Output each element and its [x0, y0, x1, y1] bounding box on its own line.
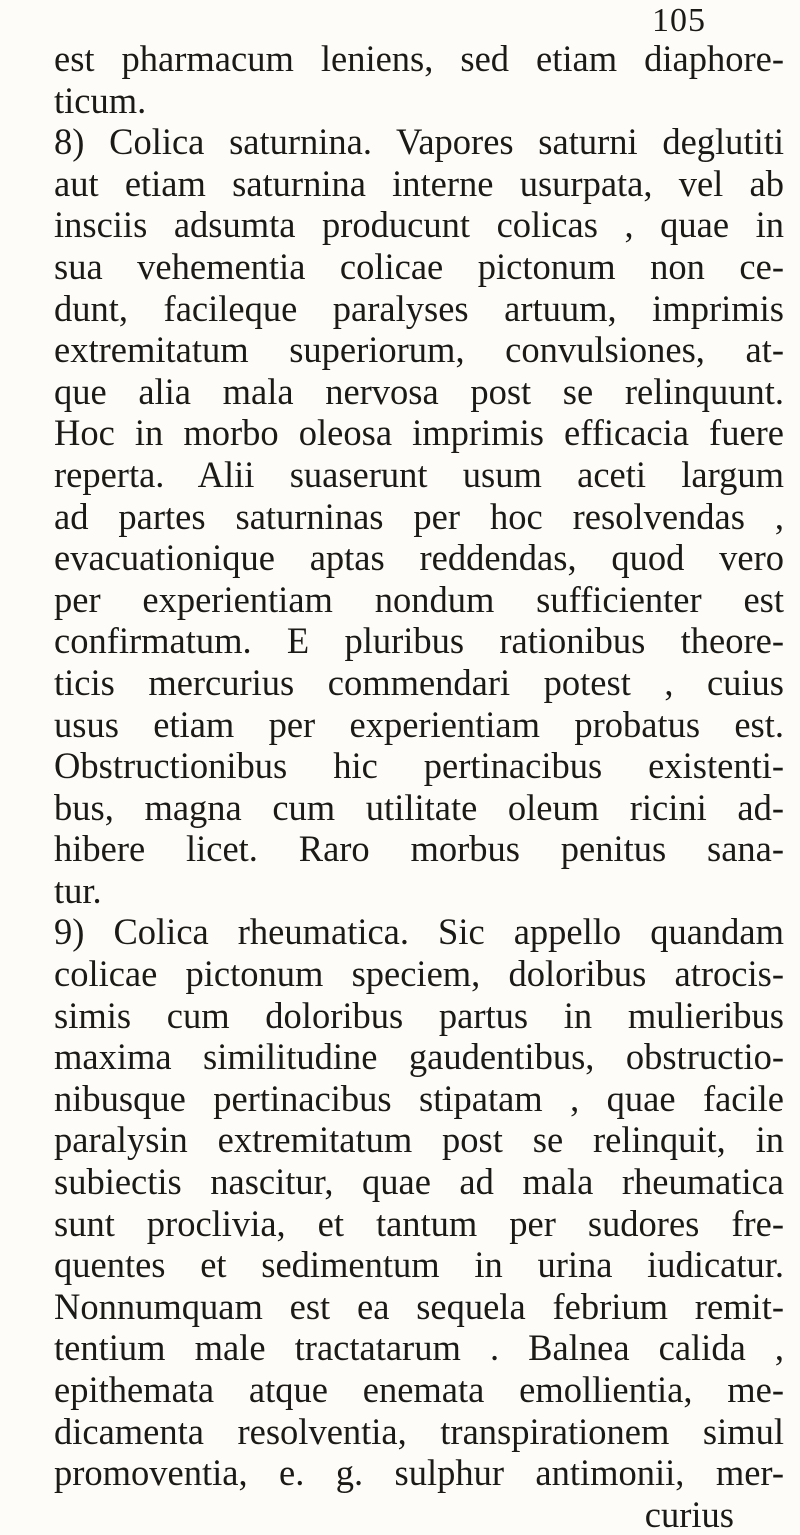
text-line: 9) Colica rheumatica. Sic appello quandam [54, 911, 784, 953]
text-line: 8) Colica saturnina. Vapores saturni deglutiti [54, 121, 784, 163]
text-line: epithemata atque enemata emollientia, me- [54, 1369, 784, 1410]
text-line: curius [644, 1493, 734, 1535]
text-line: ticum. [54, 79, 147, 121]
text-line: promoventia, e. g. sulphur antimonii, mer- [54, 1452, 784, 1494]
text-line: tur. [54, 869, 102, 911]
text-line: confirmatum. E pluribus rationibus theore- [54, 620, 784, 662]
text-line: reperta. Alii suaserunt usum aceti largum [54, 453, 784, 495]
text-line: Nonnumquam est ea sequela febrium remit- [54, 1285, 784, 1327]
page-number: 105 [652, 2, 706, 39]
text-line: ticis mercurius commendari potest , cuius [54, 661, 784, 703]
text-line: evacuationique aptas reddendas, quod vero [54, 537, 784, 579]
text-line: sunt proclivia, et tantum per sudores fre- [54, 1202, 784, 1244]
text-line: sua vehementia colicae pictonum non ce- [54, 245, 784, 287]
text-line: que alia mala nervosa post se relinquunt. [54, 370, 784, 412]
text-line: subiectis nascitur, quae ad mala rheumatica [54, 1161, 784, 1203]
text-line: Hoc in morbo oleosa imprimis efficacia fuere [54, 412, 784, 454]
text-line: ad partes saturninas per hoc resolvendas , [54, 495, 784, 537]
text-line: nibusque pertinacibus stipatam , quae facile [54, 1077, 784, 1119]
text-line: aut etiam saturnina interne usurpata, vel ab [54, 162, 784, 204]
text-line: dunt, facileque paralyses artuum, imprimis [54, 287, 784, 329]
text-line: insciis adsumta producunt colicas , quae in [54, 204, 784, 246]
text-line: quentes et sedimentum in urina iudicatur. [54, 1244, 784, 1286]
body-text [54, 38, 784, 1535]
text-line: simis cum doloribus partus in mulieribus [54, 994, 784, 1036]
text-line: colicae pictonum speciem, doloribus atrocis- [54, 953, 784, 995]
text-line: maxima similitudine gaudentibus, obstructio- [54, 1036, 784, 1078]
text-line: extremitatum superiorum, convulsiones, at- [54, 329, 784, 371]
text-line: Obstructionibus hic pertinacibus existenti- [54, 745, 784, 787]
text-line: dicamenta resolventia, transpirationem simul [54, 1410, 784, 1452]
text-line: per experientiam nondum sufficienter est [54, 578, 784, 620]
text-line: usus etiam per experientiam probatus est. [54, 703, 784, 745]
text-line: bus, magna cum utilitate oleum ricini ad- [54, 786, 784, 828]
text-line: hibere licet. Raro morbus penitus sana- [54, 828, 784, 870]
text-line: tentium male tractatarum . Balnea calida , [54, 1327, 784, 1369]
text-line: paralysin extremitatum post se relinquit, in [54, 1119, 784, 1161]
text-line: est pharmacum leniens, sed etiam diaphore- [54, 38, 784, 79]
